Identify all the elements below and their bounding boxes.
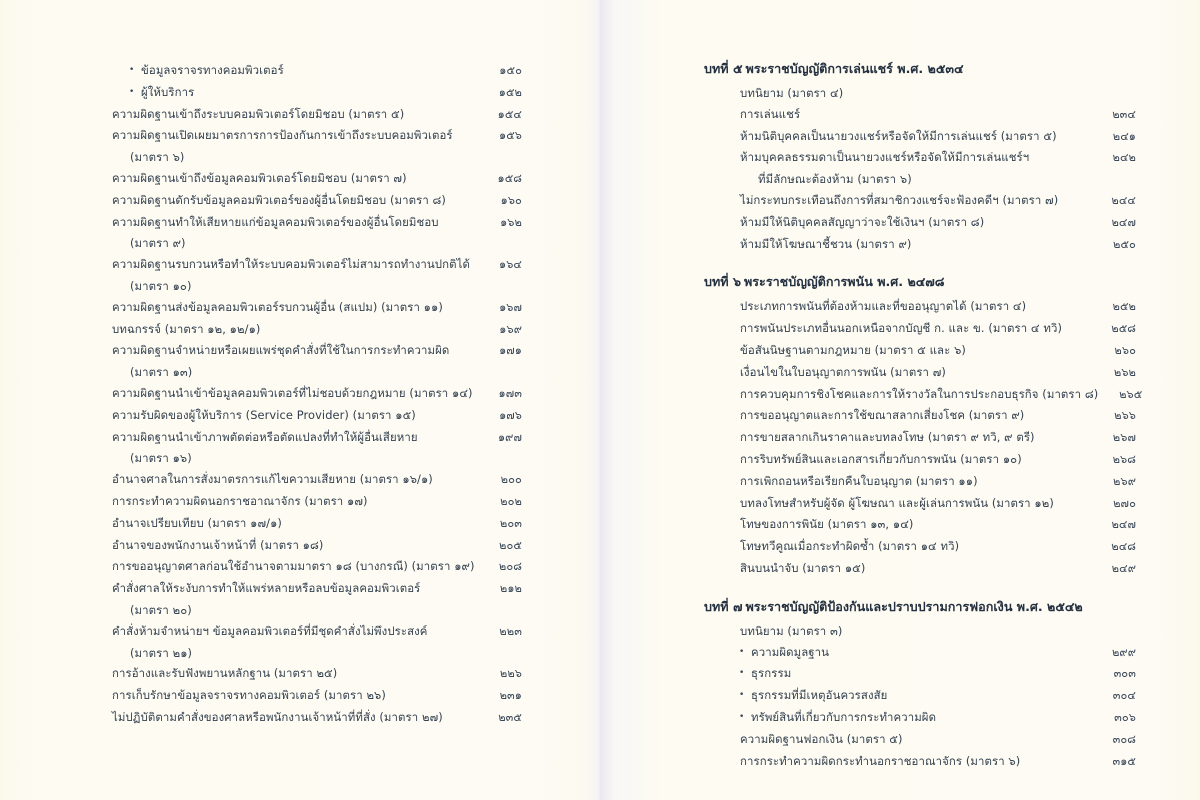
toc-entry-label: สินบนนำจับ (มาตรา ๑๕) xyxy=(740,560,866,575)
toc-entry xyxy=(112,104,522,126)
toc-entry xyxy=(704,514,1136,536)
toc-entry xyxy=(112,556,522,578)
toc-entry-page-number: ๓๐๖ xyxy=(1114,710,1136,724)
toc-entry xyxy=(704,536,1136,558)
toc-entry-page-number: ๒๒๓ xyxy=(499,624,522,638)
toc-entry-label: คำสั่งศาลให้ระงับการทำให้แพร่หลายหรือลบข้อมูลคอมพิวเตอร์ xyxy=(112,581,421,596)
toc-entry-page-number: ๒๓๑ xyxy=(499,689,522,703)
toc-entry xyxy=(704,427,1136,449)
toc-entry xyxy=(704,190,1136,212)
toc-entry-page-number: ๓๑๕ xyxy=(1112,754,1136,768)
toc-entry-label: การอ้างและรับฟังพยานหลักฐาน (มาตรา ๒๕) xyxy=(112,666,338,681)
toc-entry-page-number: ๒๕๐ xyxy=(1113,237,1136,251)
toc-entry-page-number: ๓๐๘ xyxy=(1112,732,1136,746)
toc-entry-label: โทษทวีคูณเมื่อกระทำผิดซ้ำ (มาตรา ๑๔ ทวิ) xyxy=(740,539,960,554)
toc-entry-label: ความผิดฐานเข้าถึงระบบคอมพิวเตอร์โดยมิชอบ (มาตรา ๕) xyxy=(112,106,405,121)
toc-entry-label: การริบทรัพย์สินและเอกสารเกี่ยวกับการพนัน (มาตรา ๑๐) xyxy=(740,451,1022,466)
toc-entry xyxy=(112,297,522,319)
toc-entry-label: ไม่ปฏิบัติตามคำสั่งของศาลหรือพนักงานเจ้าหน้าที่ที่สั่ง (มาตรา ๒๗) xyxy=(112,709,443,724)
toc-entry-label: (มาตรา ๖) xyxy=(130,150,185,165)
toc-entry-page-number: ๑๗๖ xyxy=(499,408,522,422)
toc-entry-label: อำนาจเปรียบเทียบ (มาตรา ๑๗/๑) xyxy=(112,515,282,530)
toc-entry-label: • ข้อมูลจราจรทางคอมพิวเตอร์ xyxy=(130,60,478,81)
toc-entry-label: ประเภทการพนันที่ต้องห้ามและที่ขออนุญาตได้ (มาตรา ๔) xyxy=(740,299,1027,314)
toc-entry xyxy=(112,60,522,82)
toc-entry-continuation xyxy=(112,233,522,254)
toc-entry-label: ห้ามบุคคลธรรมดาเป็นนายวงแชร์หรือจัดให้มีการเล่นแชร์ฯ xyxy=(740,150,1030,165)
toc-entry-page-number: ๑๕๘ xyxy=(497,171,522,185)
toc-entry-continuation xyxy=(112,276,522,297)
toc-entry-label: บทลงโทษสำหรับผู้จัด ผู้โฆษณา และผู้เล่นการพนัน (มาตรา ๑๒) xyxy=(740,495,1054,510)
toc-entry-page-number: ๑๖๐ xyxy=(500,193,522,207)
toc-entry-label: เงื่อนไขในใบอนุญาตการพนัน (มาตรา ๗) xyxy=(740,364,946,379)
toc-entry-page-number: ๒๗๐ xyxy=(1113,496,1136,510)
toc-entry-label: • ความผิดมูลฐาน xyxy=(740,642,1092,663)
toc-entry xyxy=(704,685,1136,707)
toc-entry-page-number: ๒๖๗ xyxy=(1112,431,1136,445)
toc-entry xyxy=(112,125,522,147)
toc-entry xyxy=(112,190,522,212)
toc-entry xyxy=(112,212,522,234)
toc-entry xyxy=(112,469,522,491)
toc-entry-page-number: ๒๖๘ xyxy=(1112,452,1136,466)
toc-entry-label: การขออนุญาตศาลก่อนใช้อำนาจตามมาตรา ๑๘ (บางกรณี) (มาตรา ๑๙) xyxy=(112,559,475,574)
toc-entry xyxy=(704,642,1136,664)
toc-entry-page-number: ๒๔๔ xyxy=(1111,193,1136,207)
toc-entry-page-number: ๒๔๙ xyxy=(1111,561,1136,575)
toc-entry-page-number: ๑๖๒ xyxy=(500,215,522,229)
toc-entry xyxy=(112,405,522,427)
toc-entry xyxy=(112,685,522,707)
toc-entry xyxy=(112,513,522,535)
toc-entry-label: ความผิดฐานนำเข้าภาพตัดต่อหรือตัดแปลงที่ทำให้ผู้อื่นเสียหาย xyxy=(112,429,418,444)
toc-entry-label: การเพิกถอนหรือเรียกคืนใบอนุญาต (มาตรา ๑๑) xyxy=(740,473,978,488)
toc-entry-label: (มาตรา ๙) xyxy=(130,236,186,251)
toc-entry xyxy=(704,384,1143,406)
toc-entry-label: • ผู้ให้บริการ xyxy=(130,82,478,103)
toc-entry-page-number: ๑๖๔ xyxy=(499,258,522,272)
toc-entry xyxy=(704,318,1136,340)
toc-entry xyxy=(704,234,1136,256)
toc-entry-label: (มาตรา ๑๖) xyxy=(130,451,192,466)
toc-entry xyxy=(704,707,1136,729)
chapter-number: บทที่ ๗ xyxy=(704,598,743,614)
toc-entry xyxy=(704,729,1136,751)
toc-entry-label: การเล่นแชร์ xyxy=(740,106,801,121)
toc-entry-page-number: ๑๖๙ xyxy=(499,322,522,336)
toc-entry xyxy=(112,663,522,685)
toc-entry-page-number: ๒๐๐ xyxy=(500,473,522,487)
toc-entry-page-number: ๒๔๗ xyxy=(1111,518,1136,532)
toc-entry xyxy=(704,471,1136,493)
toc-entry-page-number: ๑๗๑ xyxy=(499,344,522,358)
toc-entry-label: ความผิดฐานทำให้เสียหายแก่ข้อมูลคอมพิวเตอร์ของผู้อื่นโดยมิชอบ xyxy=(112,214,439,229)
right-page xyxy=(602,0,1200,800)
toc-entry-continuation xyxy=(112,362,522,383)
chapter-number: บทที่ ๖ xyxy=(704,274,741,290)
toc-entry xyxy=(704,493,1136,515)
toc-entry xyxy=(704,104,1136,126)
chapter-number: บทที่ ๕ xyxy=(704,61,743,76)
toc-entry-page-number: ๒๒๖ xyxy=(499,667,522,681)
toc-entry-label: ความผิดฐานฟอกเงิน (มาตรา ๕) xyxy=(740,731,903,746)
toc-entry-page-number: ๒๓๕ xyxy=(498,710,522,724)
toc-entry-continuation xyxy=(704,83,1136,104)
toc-entry xyxy=(112,340,522,362)
toc-entry-label: ห้ามนิติบุคคลเป็นนายวงแชร์หรือจัดให้มีการเล่นแชร์ (มาตรา ๕) xyxy=(740,128,1057,143)
toc-right-column xyxy=(704,0,1143,772)
toc-entry-page-number: ๓๐๓ xyxy=(1113,667,1136,681)
toc-entry xyxy=(112,578,522,600)
chapter-heading xyxy=(704,596,1136,618)
toc-entry-label: ข้อสันนิษฐานตามกฎหมาย (มาตรา ๕ และ ๖) xyxy=(740,342,966,357)
toc-entry-label: การเก็บรักษาข้อมูลจราจรทางคอมพิวเตอร์ (มาตรา ๒๖) xyxy=(112,688,386,703)
toc-entry-page-number: ๑๕๔ xyxy=(497,107,522,121)
toc-entry-page-number: ๒๔๗ xyxy=(1111,215,1136,229)
toc-entry-label: การกระทำความผิดกระทำนอกราชอาณาจักร (มาตรา ๖) xyxy=(740,753,1021,768)
toc-entry-label: (มาตรา ๒๐) xyxy=(130,602,192,617)
chapter-heading xyxy=(704,58,1136,80)
toc-entry-page-number: ๑๕๖ xyxy=(499,129,522,143)
toc-entry-page-number: ๒๐๘ xyxy=(498,560,522,574)
toc-entry-label: คำสั่งห้ามจำหน่ายฯ ข้อมูลคอมพิวเตอร์ที่มีชุดคำสั่งไม่พึงประสงค์ xyxy=(112,623,428,638)
toc-entry xyxy=(112,168,522,190)
toc-entry-page-number: ๒๖๖ xyxy=(1114,409,1136,423)
toc-entry-label: • ทรัพย์สินที่เกี่ยวกับการกระทำความผิด xyxy=(740,707,1092,728)
toc-entry-label: • ธุรกรรม xyxy=(740,663,1092,684)
chapter-title: พระราชบัญญัติการเล่นแชร์ พ.ศ. ๒๕๓๔ xyxy=(745,61,964,76)
toc-entry xyxy=(704,751,1136,773)
toc-entry-page-number: ๒๔๑ xyxy=(1112,129,1136,143)
toc-entry-label: ความรับผิดของผู้ให้บริการ (Service Provider) (มาตรา ๑๕) xyxy=(112,407,416,422)
toc-entry-continuation xyxy=(112,147,522,168)
toc-entry-page-number: ๒๐๓ xyxy=(499,516,522,530)
chapter-title: พระราชบัญญัติการพนัน พ.ศ. ๒๔๗๘ xyxy=(743,274,945,290)
toc-entry-label: การกระทำความผิดนอกราชอาณาจักร (มาตรา ๑๗) xyxy=(112,493,368,508)
toc-entry-page-number: ๒๖๙ xyxy=(1113,474,1136,488)
toc-entry-label: • ธุรกรรมที่มีเหตุอันควรสงสัย xyxy=(740,685,1092,706)
toc-entry-page-number: ๒๖๕ xyxy=(1119,387,1143,401)
toc-entry-label: ความผิดฐานดักรับข้อมูลคอมพิวเตอร์ของผู้อื่นโดยมิชอบ (มาตรา ๘) xyxy=(112,192,446,207)
toc-entry xyxy=(704,405,1136,427)
toc-entry-page-number: ๒๖๐ xyxy=(1114,343,1136,357)
toc-entry xyxy=(704,340,1136,362)
toc-entry-page-number: ๒๔๘ xyxy=(1111,540,1136,554)
toc-entry-label: (มาตรา ๑๐) xyxy=(130,278,192,293)
toc-entry xyxy=(704,449,1136,471)
toc-entry-page-number: ๑๙๗ xyxy=(497,430,522,444)
toc-entry-page-number: ๒๙๙ xyxy=(1111,645,1136,659)
toc-entry xyxy=(112,319,522,341)
toc-entry-label: ห้ามมีให้นิติบุคคลสัญญาว่าจะใช้เงินฯ (มาตรา ๘) xyxy=(740,214,985,229)
toc-entry xyxy=(704,558,1136,580)
chapter-heading xyxy=(704,271,1136,293)
toc-entry-label: (มาตรา ๑๓) xyxy=(130,365,193,380)
toc-entry-label: ความผิดฐานเข้าถึงข้อมูลคอมพิวเตอร์โดยมิชอบ (มาตรา ๗) xyxy=(112,170,407,185)
toc-entry-label: ความผิดฐานนำเข้าข้อมูลคอมพิวเตอร์ที่ไม่ชอบด้วยกฎหมาย (มาตรา ๑๔) xyxy=(112,385,473,400)
toc-entry-continuation xyxy=(112,448,522,469)
toc-entry-label: อำนาจของพนักงานเจ้าหน้าที่ (มาตรา ๑๘) xyxy=(112,537,324,552)
toc-entry-page-number: ๑๗๓ xyxy=(498,386,522,400)
toc-entry-label: ไม่กระทบกระเทือนถึงการที่สมาชิกวงแชร์จะฟ้องคดีฯ (มาตรา ๗) xyxy=(740,192,1059,207)
toc-entry-page-number: ๒๓๔ xyxy=(1112,107,1136,121)
toc-entry-page-number: ๒๐๕ xyxy=(499,538,522,552)
toc-entry xyxy=(704,126,1136,148)
toc-entry-label: ความผิดฐานส่งข้อมูลคอมพิวเตอร์รบกวนผู้อื่น (สแปม) (มาตรา ๑๑) xyxy=(112,299,443,314)
toc-entry xyxy=(112,491,522,513)
toc-entry xyxy=(704,362,1136,384)
toc-entry xyxy=(112,621,522,643)
toc-entry xyxy=(112,82,522,104)
toc-left-column xyxy=(112,0,522,729)
toc-entry xyxy=(112,254,522,276)
toc-entry-label: บทนิยาม (มาตรา ๓) xyxy=(740,623,843,638)
toc-entry-page-number: ๒๖๒ xyxy=(1113,365,1136,379)
toc-entry-label: การพนันประเภทอื่นนอกเหนือจากบัญชี ก. และ ข. (มาตรา ๔ ทวิ) xyxy=(740,321,1063,336)
toc-entry xyxy=(112,707,522,729)
toc-entry-label: อำนาจศาลในการสั่งมาตรการแก้ไขความเสียหาย (มาตรา ๑๖/๑) xyxy=(112,472,433,487)
toc-entry-page-number: ๑๕๒ xyxy=(498,85,522,99)
toc-entry-label: ความผิดฐานเปิดเผยมาตรการการป้องกันการเข้าถึงระบบคอมพิวเตอร์ xyxy=(112,128,453,143)
toc-entry-label: การขายสลากเกินราคาและบทลงโทษ (มาตรา ๙ ทวิ, ๙ ตรี) xyxy=(740,430,1035,445)
toc-entry-label: (มาตรา ๒๑) xyxy=(130,645,193,660)
toc-entry-page-number: ๒๕๒ xyxy=(1112,300,1136,314)
toc-entry-label: ความผิดฐานจำหน่ายหรือเผยแพร่ชุดคำสั่งที่ใช้ในการกระทำความผิด xyxy=(112,343,450,358)
toc-entry-label: โทษของการพินัย (มาตรา ๑๓, ๑๔) xyxy=(740,517,914,532)
chapter-title: พระราชบัญญัติป้องกันและปราบปรามการฟอกเงิน พ.ศ. ๒๕๔๒ xyxy=(745,598,1083,614)
toc-entry-page-number: ๒๕๘ xyxy=(1111,322,1136,336)
toc-entry-page-number: ๓๐๔ xyxy=(1112,689,1136,703)
toc-entry-continuation xyxy=(704,169,1136,190)
toc-entry-label: ความผิดฐานรบกวนหรือทำให้ระบบคอมพิวเตอร์ไม่สามารถทำงานปกติได้ xyxy=(112,257,470,272)
toc-entry-continuation xyxy=(112,600,522,621)
toc-entry xyxy=(704,296,1136,318)
toc-entry-page-number: ๒๑๒ xyxy=(499,582,522,596)
toc-entry-label: การขออนุญาตและการใช้ขณาสลากเสี่ยงโชค (มาตรา ๙) xyxy=(740,408,1025,423)
toc-entry-page-number: ๒๐๒ xyxy=(500,494,522,508)
toc-entry-page-number: ๒๔๒ xyxy=(1112,151,1136,165)
toc-entry-continuation xyxy=(112,643,522,664)
toc-entry xyxy=(112,383,522,405)
toc-entry-label: ที่มีลักษณะต้องห้าม (มาตรา ๖) xyxy=(758,172,912,187)
toc-entry-label: บทนิยาม (มาตรา ๔) xyxy=(740,86,844,100)
toc-entry-continuation xyxy=(704,621,1136,642)
toc-entry xyxy=(704,663,1136,685)
toc-entry-label: ห้ามมีให้โฆษณาชี้ชวน (มาตรา ๙) xyxy=(740,236,912,251)
toc-entry-page-number: ๑๕๐ xyxy=(499,64,522,77)
toc-entry-page-number: ๑๖๗ xyxy=(499,300,522,314)
toc-entry xyxy=(112,535,522,557)
toc-entry-label: การควบคุมการชิงโชคและการให้รางวัลในการประกอบธุรกิจ (มาตรา ๘) xyxy=(740,386,1099,401)
toc-entry xyxy=(112,427,522,449)
toc-entry-label: บทฉกรรจ์ (มาตรา ๑๒, ๑๒/๑) xyxy=(112,321,261,336)
toc-entry xyxy=(704,147,1136,169)
toc-entry xyxy=(704,212,1136,234)
